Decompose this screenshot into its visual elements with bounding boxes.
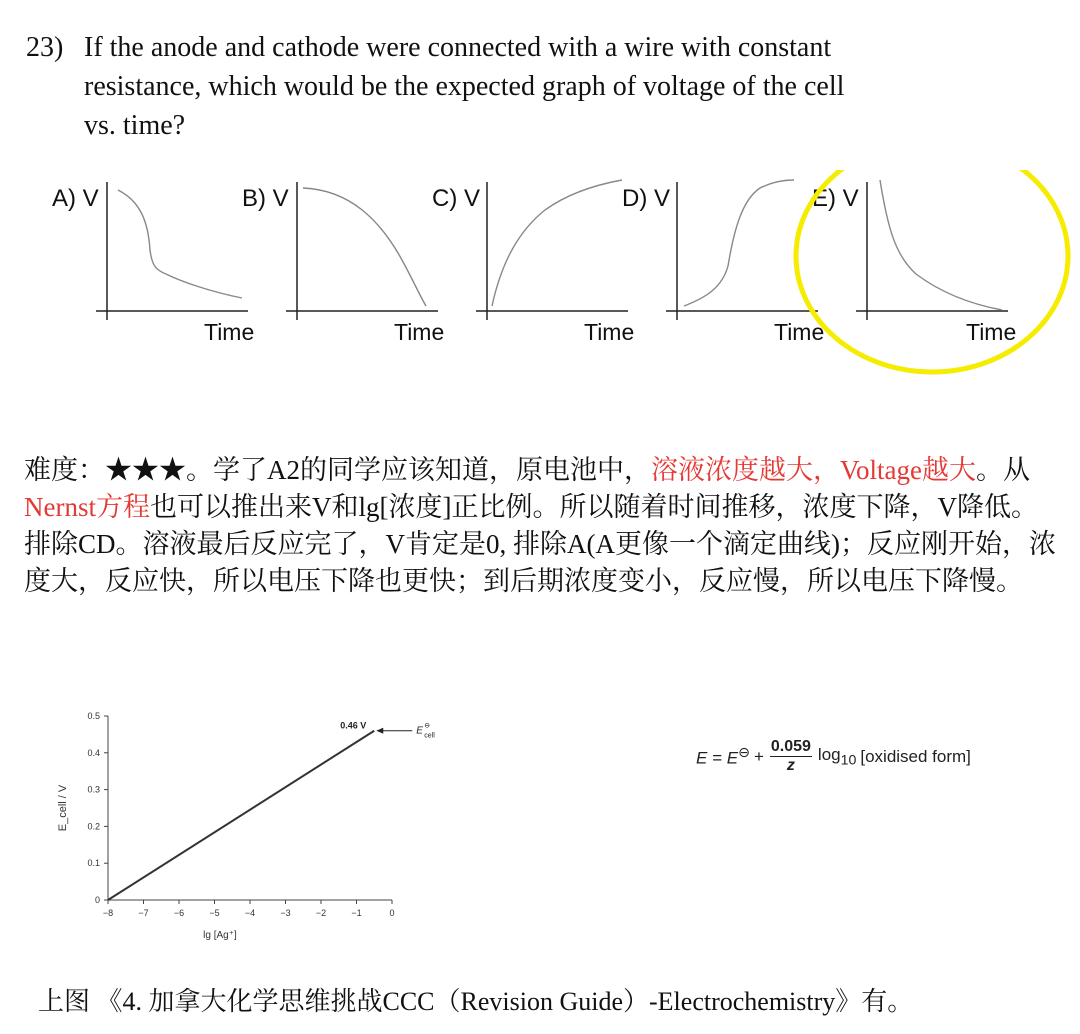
formula-fraction xyxy=(770,738,812,775)
formula-standard-symbol: ⊖ xyxy=(738,744,750,761)
option-e-label: E) V xyxy=(812,185,859,212)
option-d-xlabel: Time xyxy=(774,319,825,345)
nernst-highlight: Nernst方程 xyxy=(24,492,150,522)
option-b-curve xyxy=(303,188,426,306)
question-line: vs. time? xyxy=(84,110,186,141)
formula-log-base: 10 xyxy=(840,752,857,769)
explanation-segment: 也可以推出来V和lg[浓度]正比例。所以随着时间推移，浓度下降，V降低。排除CD。溶液最后反应完了，V肯定是0, 排除A(A更像一个滴定曲线)；反应刚开始，浓度大，反应快，所以电压下降也更快；到后期浓度变小，反应慢，所以电压下降慢。 xyxy=(24,492,1056,596)
x-tick-label: −3 xyxy=(280,908,291,918)
option-a-curve xyxy=(118,190,242,298)
option-e-xlabel: Time xyxy=(966,319,1017,345)
nernst-line-chart xyxy=(40,700,440,950)
option-c-curve xyxy=(492,180,622,306)
x-tick-label: −7 xyxy=(138,908,149,918)
explanation-highlight: 溶液浓度越大，Voltage越大 xyxy=(651,455,976,485)
x-tick-label: −2 xyxy=(315,908,327,918)
x-tick-label: −6 xyxy=(173,908,185,918)
answer-options-graphs xyxy=(0,170,1080,380)
x-tick-label: −1 xyxy=(351,908,362,918)
option-d-label: D) V xyxy=(622,185,670,212)
annotation-label-sup: ⊖ xyxy=(424,722,431,730)
formula-plus: + xyxy=(753,746,764,766)
explanation-segment: 。从 xyxy=(976,455,1030,485)
option-e-curve xyxy=(880,180,1002,310)
y-tick-label: 0.5 xyxy=(87,711,100,721)
y-axis-title: E_cell / V xyxy=(57,784,69,832)
y-tick-label: 0.1 xyxy=(87,858,100,869)
option-b-graph xyxy=(242,182,444,345)
formula-bracket: [oxidised form] xyxy=(860,746,971,766)
option-c-label: C) V xyxy=(432,185,480,212)
option-e-graph xyxy=(812,180,1016,345)
formula-lhs-text: E = E xyxy=(696,748,739,768)
option-b-xlabel: Time xyxy=(394,319,445,345)
nernst-formula xyxy=(696,738,971,775)
question-line: If the anode and cathode were connected with a wire with constant xyxy=(84,32,832,63)
y-tick-label: 0.4 xyxy=(87,747,100,758)
option-b-label: B) V xyxy=(242,185,289,212)
option-a-graph xyxy=(52,182,254,345)
question-line: resistance, which would be the expected graph of voltage of the cell xyxy=(84,71,845,102)
explanation-segment: 。学了A2的同学应该知道，原电池中， xyxy=(186,455,651,485)
option-c-graph xyxy=(432,180,634,345)
option-d-curve xyxy=(684,180,794,306)
x-tick-label: −5 xyxy=(209,908,220,918)
difficulty-prefix: 难度： xyxy=(24,455,105,485)
y-tick-label: 0.3 xyxy=(87,784,100,795)
x-tick-label: −8 xyxy=(102,908,114,918)
option-c-xlabel: Time xyxy=(584,319,635,345)
difficulty-stars: ★★★ xyxy=(105,455,186,485)
formula-numerator: 0.059 xyxy=(770,738,811,755)
option-a-xlabel: Time xyxy=(204,319,255,345)
annotation-arrowhead xyxy=(376,728,383,734)
annotation-label: E xyxy=(416,725,423,737)
x-tick-label: −4 xyxy=(244,908,256,918)
annotation-value: 0.46 V xyxy=(340,720,367,731)
formula-log xyxy=(818,745,856,768)
source-note: 上图 《4. 加拿大化学思维挑战CCC（Revision Guide）-Electrochemistry》有。 xyxy=(38,987,914,1016)
formula-log-text: log xyxy=(817,744,841,764)
x-axis-title: lg [Ag⁺] xyxy=(203,930,237,941)
option-a-label: A) V xyxy=(52,185,99,212)
x-tick-label: 0 xyxy=(389,908,395,918)
formula-denominator: z xyxy=(786,757,795,774)
formula-lhs xyxy=(696,745,750,769)
y-tick-label: 0 xyxy=(94,895,100,905)
question-text xyxy=(84,28,984,145)
question-number: 23) xyxy=(26,32,64,63)
explanation-paragraph xyxy=(24,452,1064,600)
y-tick-label: 0.2 xyxy=(87,821,100,832)
series-line xyxy=(108,731,374,900)
annotation-label-sub: cell xyxy=(424,732,435,740)
